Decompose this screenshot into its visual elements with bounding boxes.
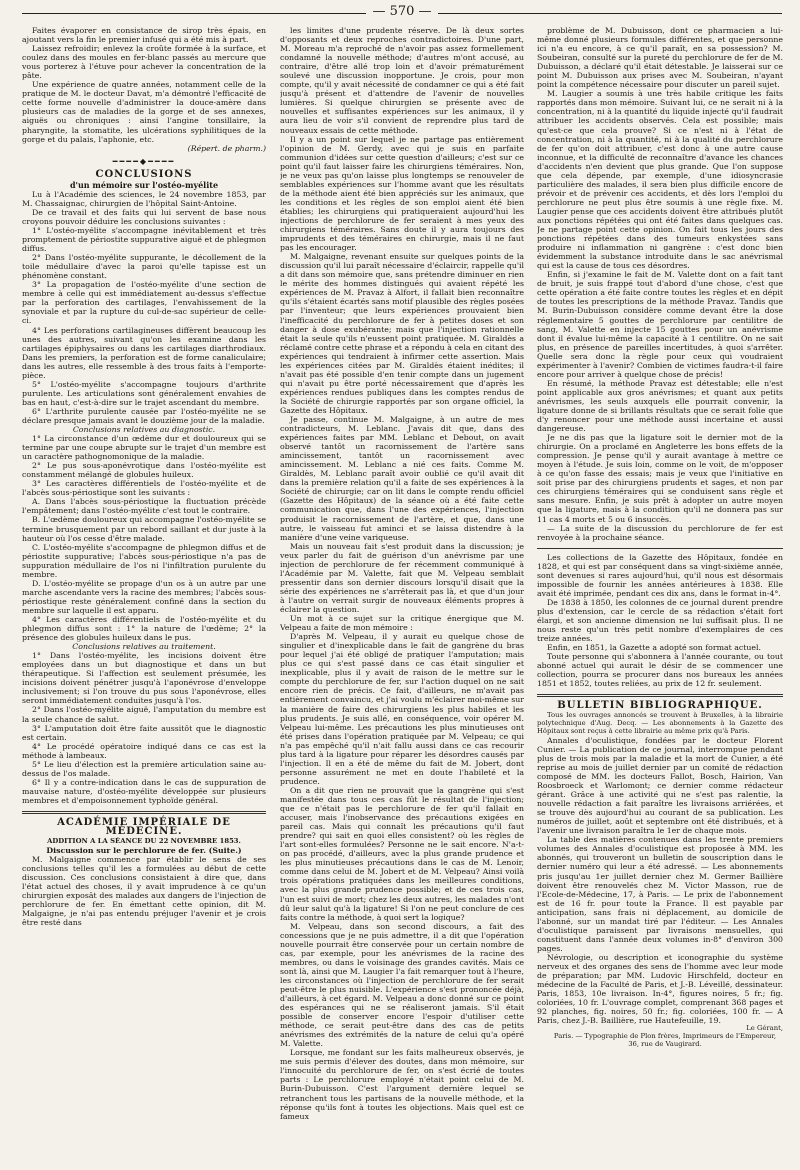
paragraph: 3° La propagation de l'ostéo-myélite d'une section de membre à celle qui est immédiatement au-dessus s'effectue par la perforation des cartilages, l'envahissement de la synoviale et par la rupture du cul-de-sac supérieur de celle-ci. xyxy=(22,280,266,326)
subheading: Conclusions relatives au traitement. xyxy=(72,642,216,652)
divider xyxy=(537,548,783,549)
paragraph: Mais un nouveau fait s'est produit dans la discussion; je veux parler du fait de guérison d'un anévrisme par une injection de perchlorure de fer récemment communiqué à l'Académie par M. Valette, fait que M. Velpeau semblait pressentir dans son dernier discours lorsqu'il disait que la série des expériences ne s'arrêterait pas là, et que d'un jour à l'autre on verrait surgir de nouveaux éléments propres à éclairer la question. xyxy=(280,541,524,614)
section-divider xyxy=(22,811,266,814)
printer-address: 36, rue de Vaugirard. xyxy=(628,1039,702,1048)
paragraph: 1° L'ostéo-myélite s'accompagne inévitablement et très promptement de périostite suppurative aiguë et de phlegmon diffus. xyxy=(22,225,266,254)
paragraph: 3° L'amputation doit être faite aussitôt que le diagnostic est certain. xyxy=(22,723,266,742)
paragraph: 4° Le procédé opératoire indiqué dans ce cas est la méthode à lambeaux. xyxy=(22,741,266,760)
paragraph: Enfin, si j'examine le fait de M. Valette dont on a fait tant de bruit, je suis frappé tout d'abord d'une chose, c'est que cette opération a été faite contre toutes les règles et en dépit de toutes les prescriptions de la méthode Pravaz. Tandis que M. Burin-Dubuisson considère comme devant être la dose réglementaire 5 gouttes de perchlorure par centilitre de sang, M. Valette en injecte 15 gouttes pour un anévrisme dont il évalue lui-même la capacité à 1 centilitre. On ne sait plus, en présence de pareilles incertitudes, à quoi s'arrêter. Quelle sera donc la règle pour ceux qui voudraient expérimenter à l'avenir? Combien de victimes faudra-t-il faire encore pour arriver à quelque chose de précis! xyxy=(537,270,783,379)
paragraph: Laissez refroidir; enlevez la croûte formée à la surface, et coulez dans des moules en fer-blanc passés au mercure que vous porterez à l'étuve pour achever la concentration de la pâte. xyxy=(22,44,266,81)
paragraph: Les collections de la Gazette des Hôpitaux, fondée en 1828, et qui est par conséquent dans sa vingt-sixième année, sont devenues si rares aujourd'hui, qu'il nous est désormais impossible de fournir les années antérieures à 1838. Elle avait été imprimée, pendant ces dix ans, dans le format in-4°. xyxy=(537,552,783,598)
paragraph: 5° Le lieu d'élection est la première articulation saine au-dessus de l'os malade. xyxy=(22,759,266,778)
paragraph: 4° Les perforations cartilagineuses diffèrent beaucoup les unes des autres, suivant qu'on les examine dans les cartilages épiphysaires ou dans les cartilages diarthrodiaux. Dans les premiers, la perforation est de forme canaliculaire; dans les autres, elle ressemble à des trous faits à l'emporte-pièce. xyxy=(22,325,266,380)
paragraph: problème de M. Dubuisson, dont ce pharmacien a lui-même donné plusieurs formules différentes, et que personne ici n'a eu encore, à ce qu'il paraît, en sa possession? M. Soubeiran, consulté sur la pureté du perchlorure de fer de M. Dubuisson, a déclaré qu'il était détestable. Je laisserai sur ce point M. Dubuisson aux prises avec M. Soubeiran, n'ayant point la compétence nécessaire pour discuter un pareil sujet. xyxy=(537,26,783,90)
section-divider xyxy=(537,694,783,697)
paragraph: Faites évaporer en consistance de sirop très épais, en ajoutant vers la fin le premier infusé qui a été mis à part. xyxy=(22,26,266,45)
paragraph: Je ne dis pas que la ligature soit le dernier mot de la chirurgie. On a proclamé en Angleterre les bons effets de la compression. Je pense qu'il y aurait avantage à mettre ce moyen à l'étude. Je suis loin, comme on le voit, de m'opposer à ce qu'on fasse des essais; mais je veux que l'initiative en soit prise par des chirurgiens prudents et sages, et non par ces chirurgiens téméraires qui se conduisent sans règle et sans mesure. Enfin, je suis prêt à adopter un autre moyen que la ligature, mais à la condition qu'il ne donnera pas sur 11 cas 4 morts et 5 ou 6 insuccès. xyxy=(537,433,783,524)
paragraph: De 1838 à 1850, les colonnes de ce journal durent prendre plus d'extension, car le cercle de sa rédaction s'était fort élargi, et son ancienne dimension ne lui suffisait plus. Il ne nous reste qu'un très petit nombre d'exemplaires de ces treize années. xyxy=(537,597,783,644)
paragraph: Un mot à ce sujet sur la critique énergique que M. Velpeau a faite de mon mémoire : xyxy=(280,614,524,633)
paragraph: Enfin, en 1851, la Gazette a adopté son format actuel. xyxy=(547,643,761,653)
academy-title: ACADÉMIE IMPÉRIALE DE MÉDECINE. xyxy=(57,816,231,838)
paragraph: En résumé, la méthode Pravaz est détestable; elle n'est point applicable aux gros anévrismes; et quant aux petits anévrismes, les seuls auxquels elle pourrait convenir, la ligature donne de si brillants résultats que ce serait folie que d'y renoncer pour une méthode aussi incertaine et aussi dangereuse. xyxy=(537,378,783,434)
bulletin-entry: Névrologie, ou description et iconographie du système nerveux et des organes des sens de l'homme avec leur mode de préparation; par MM. Ludovic Hirschfeld, docteur en médecine de la Faculté de Paris, et J.-B. Léveillé, dessinateur. Paris, 1853, 10e livraison. In-4°, figures noires, 5 fr.; fig. coloriées, 10 fr. L'ouvrage complet, comprenant 368 pages et 92 planches, fig. noires, 50 fr.; fig. coloriées, 100 fr. — A Paris, chez J.-B. Baillière, rue Hautefeuille, 19. xyxy=(537,952,783,1026)
paragraph: 2° Dans l'ostéo-myélite suppurante, le décollement de la toile médullaire d'avec la paroi qu'elle tapisse est un phénomène constant. xyxy=(22,253,266,281)
paragraph: Toute personne qui s'abonnera à l'année courante, ou tout abonné actuel qui aurait le désir de se commencer une collection, pourra se procurer dans nos bureaux les années 1851 et 1852, toutes reliées, au prix de 12 fr. seulement. xyxy=(537,652,783,689)
ornament-divider: ━━━━◆━━━━ xyxy=(112,156,176,166)
paragraph: 2° Dans l'ostéo-myélite aiguë, l'amputation du membre est la seule chance de salut. xyxy=(22,705,266,724)
section-subtitle: d'un mémoire sur l'ostéo-myélite xyxy=(69,179,219,190)
bulletin-note: Tous les ouvrages annoncés se trouvent à Bruxelles, à la librairie polytechnique d'Aug. Decq. — Les abonnements à la Gazette des Hôpitaux sont reçus à cette librairie au même prix qu'à Paris. xyxy=(537,711,783,736)
paragraph: 6° Il y a contre-indication dans le cas de suppuration de mauvaise nature, d'ostéo-myélite développée sur plusieurs membres et d'empoisonnement typhoïde général. xyxy=(22,777,266,805)
subheading: Conclusions relatives au diagnostic. xyxy=(72,425,216,435)
source-citation: (Répert. de pharm.) xyxy=(187,143,266,153)
paragraph: 1° Dans l'ostéo-myélite, les incisions doivent être employées dans un but diagnostique et dans un but thérapeutique. Si l'affection est seulement présumée, les incisions doivent pénétrer jusqu'à l'aponévrose d'enveloppe inclusivement; si l'on trouve du pus sous l'aponévrose, elles seront immédiatement conduites jusqu'à l'os. xyxy=(22,651,266,706)
paragraph: B. L'œdème douloureux qui accompagne l'ostéo-myélite se termine brusquement par un rebord saillant et dur juste à la hauteur où l'os cesse d'être malade. xyxy=(22,515,266,543)
page-header xyxy=(22,4,782,22)
paragraph: 6° L'arthrite purulente causée par l'ostéo-myélite ne se déclare presque jamais avant le douzième jour de la maladie. xyxy=(22,406,266,425)
paragraph: Je passe, continue M. Malgaigne, à un autre de mes contradicteurs, M. Leblanc. J'avais dit que, dans des expériences faites par MM. Leblanc et Debout, on avait observé tantôt un racornissement de l'artère sans amincissement, tantôt un racornissement avec amincissement. M. Leblanc a nié ces faits. Comme M. Giraldès, M. Leblanc paraît avoir oublié ce qu'il avait dit dans la première relation qu'il a faite de ses expériences à la Société de chirurgie; car on lit dans le compte rendu officiel (Gazette des Hôpitaux) de la séance où a été faite cette communication que, dans l'une des expériences, l'injection produisit le racornissement de l'artère, et que, dans une autre, le vaisseau fut aminci et se laissa distendre à la manière d'une veine variqueuse. xyxy=(280,415,524,542)
column-3 xyxy=(537,26,783,1162)
byline: Lu à l'Académie des sciences, le 24 novembre 1853, par M. Chassaignac, chirurgien de l'hôpital Saint-Antoine. xyxy=(22,189,266,208)
printer-line: Paris. — Typographie de Plon frères, Imprimeurs de l'Empereur, xyxy=(553,1032,777,1041)
column-2 xyxy=(280,26,524,1162)
paragraph: M. Velpeau, dans son second discours, a fait des concessions que je ne puis admettre, il a dit que l'opération nouvelle pourrait être conservée pour un certain nombre de cas, par exemple, pour les anévrismes de la racine des membres, ou dans le voisinage des grandes cavités. Mais ce sont là, ainsi que M. Laugier l'a fait remarquer tout à l'heure, les circonstances où l'injection de perchlorure de fer serait peut-être le plus nuisible. L'expérience s'est prononcée déjà, d'ailleurs, à cet égard. M. Velpeau a donc donné sur ce point des espérances qui ne se réaliseront jamais. S'il était possible de conserver encore l'espoir d'utiliser cette méthode, ce serait peut-être dans des cas de petits anévrismes des extrémités de la nature de celui qu'a opéré M. Valette. xyxy=(280,921,524,1049)
paragraph: 2° Le pus sous-aponévrotique dans l'ostéo-myélite est constamment mélangé de globules huileux. xyxy=(22,461,266,480)
paragraph: M. Laugier a soumis à une très habile critique les faits rapportés dans mon mémoire. Suivant lui, ce ne serait ni à la concentration, ni à la quantité du liquide injecté qu'il faudrait attribuer les accidents observés. Cela est possible; mais qu'est-ce que cela prouve? Si ce n'est ni à l'état de concentration, ni à la quantité, ni à la qualité du perchlorure de fer qu'on doit attribuer, c'est donc à une autre cause inconnue, et la difficulté de reconnaître d'avance les chances d'accidents n'en devient que plus grande. Que l'on suppose que cela dépende, par exemple, d'une idiosyncrasie particulière des malades, il sera bien plus difficile encore de prévoir et de prévenir ces accidents, et dès lors l'emploi du perchlorure ne peut plus être soumis à une règle fixe. M. Laugier pense que ces accidents doivent être attribués plutôt aux ponctions répétées qui ont été faites dans quelques cas. Je ne partage point cette opinion. On fait tous les jours des ponctions répétées dans des tumeurs enkystées sans produire ni inflammation ni gangrène : c'est donc bien évidemment la substance introduite dans le sac anévrismal qui est la cause de tous ces désordres. xyxy=(537,89,783,271)
gerant-signature: Le Gérant, xyxy=(746,1024,783,1033)
paragraph: 4° Les caractères différentiels de l'ostéo-myélite et du phlegmon diffus sont : 1° la nature de l'œdème; 2° la présence des globules huileux dans le pus. xyxy=(22,615,266,643)
paragraph: 1° La circonstance d'un œdème dur et douloureux qui se termine par une coupe abrupte sur le trajet d'un membre est un caractère pathognomonique de la maladie. xyxy=(22,434,266,462)
academy-subtitle: ADDITION A LA SÉANCE DU 22 NOVEMBRE 1853. xyxy=(47,837,241,846)
paragraph: De ce travail et des faits qui lui servent de base nous croyons pouvoir déduire les conclusions suivantes : xyxy=(22,207,266,226)
paragraph: A. Dans l'abcès sous-périostique la fluctuation précède l'empâtement; dans l'ostéo-myélite c'est tout le contraire. xyxy=(22,497,266,516)
discussion-topic: Discussion sur le perchlorure de fer. (Suite.) xyxy=(46,845,242,855)
paragraph: D. L'ostéo-myélite se propage d'un os à un autre par une marche ascendante vers la racine des membres; l'abcès sous-périostique reste généralement confiné dans la section du membre sur laquelle il est apparu. xyxy=(22,578,266,615)
paragraph: — La suite de la discussion du perchlorure de fer est renvoyée à la prochaine séance. xyxy=(537,523,783,542)
paragraph: Une expérience de quatre années, notamment celle de la pratique de M. le docteur Davat, m'a démontré l'efficacité de cette forme nouvelle d'administrer la douce-amère dans plusieurs cas de maladies de la gorge et de ses annexes, aiguës ou chroniques : ainsi l'angine tonsillaire, la pharyngite, la stomatite, les ulcérations syphilitiques de la gorge et du palais, l'aphonie, etc. xyxy=(22,80,266,144)
paragraph: Il y a un point sur lequel je ne partage pas entièrement l'opinion de M. Gerdy, avec qui je suis en parfaite communion d'idées sur cette question d'ailleurs; c'est sur ce point qu'il faut laisser faire les chirurgiens téméraires. Non, je ne veux pas qu'on laisse plus longtemps se renouveler de semblables expériences sur l'homme avant que les résultats de la méthode aient été bien appréciés sur les animaux, que les conditions et les règles de son emploi aient été bien établies; les chirurgiens qui pratiqueraient aujourd'hui les injections de perchlorure de fer seraient à mes yeux des chirurgiens téméraires. Sans doute il y aura toujours des imprudents et des téméraires en chirurgie, mais il ne faut pas les encourager. xyxy=(280,134,524,253)
paragraph: C. L'ostéo-myélite s'accompagne de phlegmon diffus et de périostite suppurative; l'abcès sous-périostique n'a pas de suppuration médullaire de l'os ni l'infiltration purulente du membre. xyxy=(22,542,266,579)
page-number: — 570 — xyxy=(366,4,437,19)
paragraph: les limites d'une prudente réserve. De là deux sortes d'opposants et deux reproches contradictoires. D'une part, M. Moreau m'a reproché de n'avoir pas assez formellement condamné la nouvelle méthode; d'autres m'ont accusé, au contraire, d'être allé trop loin et d'avoir prématurément soulevé une discussion inopportune. Je crois, pour mon compte, qu'il y avait nécessité de condamner ce qui a été fait jusqu'à présent et d'attendre de l'avenir de nouvelles lumières. Si quelque chirurgien se présente avec de nouvelles et suffisantes expériences sur les animaux, il y aura lieu de voir s'il convient de reprendre plus tard de nouveaux essais de cette méthode. xyxy=(280,26,524,135)
column-1 xyxy=(22,26,266,1162)
paragraph: 3° Les caractères différentiels de l'ostéo-myélite et de l'abcès sous-périostique sont les suivants : xyxy=(22,479,266,498)
paragraph: Lorsque, me fondant sur les faits malheureux observés, je me suis permis d'élever des doutes, dans mon mémoire, sur l'innocuité du perchlorure de fer, on s'est écrié de toutes parts : Le perchlorure employé n'était point celui de M. Burin-Dubuisson. C'est l'argument dernière lequel se retranchent tous les partisans de la nouvelle méthode, et la réponse qu'ils font à toutes les objections. Mais quel est ce fameux xyxy=(280,1048,524,1121)
paragraph: On a dit que rien ne prouvait que la gangrène qui s'est manifestée dans tous ces cas fût le résultat de l'injection; que ce n'était pas le perchlorure de fer qu'il fallait en accuser, mais l'inobservance des précautions exigées en pareil cas. Mais qui connaît les précautions qu'il faut prendre? qui sait en quoi elles consistent? où les règles de l'art sont-elles formulées? Personne ne le sait encore. N'a-t-on pas procédé, d'ailleurs, avec la plus grande prudence et les plus minutieuses précautions dans le cas de M. Lenoir, comme dans celui de M. Jobert et de M. Velpeau? Ainsi voilà trois opérations pratiquées dans les meilleures conditions, avec la plus grande prudence possible; et de ces trois cas, l'un est suivi de mort; chez les deux autres, les malades n'ont dû leur salut qu'à la ligature! Si l'on ne peut conclure de ces faits contre la méthode, à quoi sert la logique? xyxy=(280,785,524,922)
bulletin-entry: La table des matières contenues dans les trente premiers volumes des Annales d'oculistique est proposée à MM. les abonnés, qui trouveront un bulletin de souscription dans le dernier numéro qui leur a été adressé. — Les abonnements pris jusqu'au 1er juillet dernier chez M. Germer Baillière doivent être renouvelés chez M. Victor Masson, rue de l'Ecole-de-Médecine, 17, à Paris. — Le prix de l'abonnement est de 16 fr. pour toute la France. Il est payable par anticipation, sans frais ni déplacement, au domicile de l'abonné, sur un mandat tiré par l'éditeur. — Les Annales d'oculistique paraissent par livraisons mensuelles, qui constituent dans l'année deux volumes in-8° d'environ 300 pages. xyxy=(537,835,783,953)
paragraph: M. Malgaigne, revenant ensuite sur quelques points de la discussion qu'il lui paraît nécessaire d'éclaircir, rappelle qu'il a dit dans son mémoire que, sans prétendre diminuer en rien le mérite des hommes distingués qui avaient répété les expériences de M. Pravaz à Alfort, il fallait bien reconnaître qu'ils s'étaient écartés sans motif plausible des règles posées par l'inventeur; que leurs expériences prouvaient bien l'inefficacité du perchlorure de fer à petites doses et son danger à dose exubérante; mais que l'injection rationnelle était la seule qu'ils n'eussent point pratiquée. M. Giraldès a réclamé contre cette phrase et a répondu à cela en citant des expériences qui tendraient à infirmer cette assertion. Mais les expériences citées par M. Giraldès étaient inédites; il n'avait pas été possible d'en tenir compte dans un jugement qui n'avait pu être porté nécessairement que d'après les expériences rendues publiques dans les comptes rendus de la Société de chirurgie rapportés par son organe officiel, la Gazette des Hôpitaux. xyxy=(280,252,524,415)
bulletin-entry: Annales d'oculistique, fondées par le docteur Florent Cunier. — La publication de ce journal, interrompue pendant plus de trois mois par la maladie et la mort de Cunier, a été reprise au mois de juillet dernier par un comité de rédaction composé de MM. les docteurs Fallot, Bosch, Hairion, Van Roosbroeck et Warlomont; ce dernier comme rédacteur gérant. Grâce à une activité qui ne s'est pas ralentie, la nouvelle rédaction a fait paraître les livraisons arriérées, et se trouve dès aujourd'hui au courant de sa publication. Les numéros de juillet, août et septembre ont été distribués, et à l'avenir une livraison paraîtra le 1er de chaque mois. xyxy=(537,735,783,836)
section-title: CONCLUSIONS xyxy=(95,168,193,180)
paragraph: M. Malgaigne commence par établir le sens de ses conclusions telles qu'il les a formulées au début de cette discussion. Ces conclusions consistaient à dire que, dans l'état actuel des choses, il y avait imprudence à ce qu'un chirurgien exposât des malades aux dangers de l'injection de perchlorure de fer. En émettant cette opinion, dit M. Malgaigne, je n'ai pas entendu préjuger l'avenir et je crois être resté dans xyxy=(22,854,266,928)
bulletin-title: BULLETIN BIBLIOGRAPHIQUE. xyxy=(557,700,763,712)
paragraph: D'après M. Velpeau, il y aurait eu quelque chose de singulier et d'inexplicable dans le fait de gangrène du bras pour lequel j'ai été obligé de pratiquer l'amputation; mais plus ce qui s'est passé dans ce cas était singulier et inexplicable, plus il y avait de raison de le mettre sur le compte du perchlorure de fer, sur l'action duquel on ne sait encore rien de précis. Ce fait, d'ailleurs, ne m'avait pas entièrement convaincu, et j'ai voulu m'éclairer moi-même sur la manière de faire des chirurgiens les plus habiles et les plus prudents. Je suis allé, en conséquence, voir opérer M. Velpeau lui-même. Les précautions les plus minutieuses ont été prises dans l'opération pratiquée par M. Velpeau; ce qui n'a pas empêché qu'il n'ait fallu aussi dans ce cas recourir plus tard à la ligature pour réparer les désordres causés par l'injection. Il en a été de même du fait de M. Jobert, dont personne assurément ne met en doute l'habileté et la prudence. xyxy=(280,632,524,786)
paragraph: 5° L'ostéo-myélite s'accompagne toujours d'arthrite purulente. Les articulations sont généralement envahies de bas en haut, c'est-à-dire sur le trajet ascendant du membre. xyxy=(22,379,266,407)
